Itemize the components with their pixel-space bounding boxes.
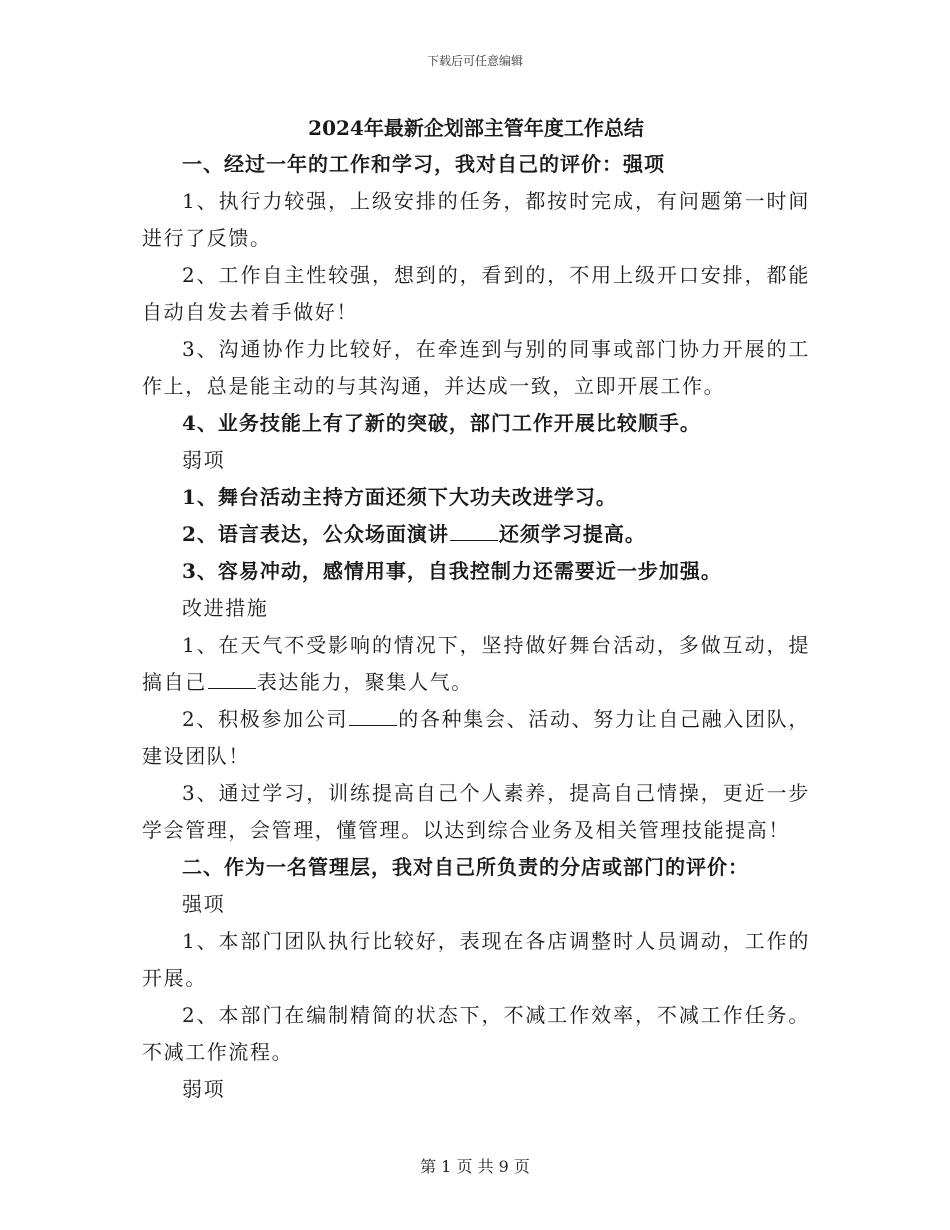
improvement-item-2 [142, 701, 810, 775]
improvement-label: 改进措施 [182, 596, 269, 620]
fill-blank-underline [450, 522, 498, 541]
strength-label-2: 强项 [182, 892, 226, 916]
improvement-item-2-part-b: 的各种集会、活动、努力让自己融入团队，建设团队！ [142, 707, 810, 768]
strength-item-2: 2、工作自主性较强，想到的，看到的，不用上级开口安排，都能自动自发去着手做好！ [142, 263, 810, 324]
document-body [142, 112, 810, 1108]
improvement-item-1 [142, 627, 810, 701]
weakness-item-2 [142, 516, 810, 553]
page-header-note: 下载后可任意编辑 [426, 54, 523, 68]
dept-strength-item-1: 1、本部门团队执行比较好，表现在各店调整时人员调动，工作的开展。 [142, 929, 810, 990]
weakness-item-3: 3、容易冲动，感情用事，自我控制力还需要近一步加强。 [182, 559, 722, 583]
strength-item-1: 1、执行力较强，上级安排的任务，都按时完成，有问题第一时间进行了反馈。 [142, 189, 810, 250]
fill-blank-underline [208, 670, 256, 689]
improvement-item-1-part-a: 1、在天气不受影响的情况下，坚持做好舞台活动，多做互动，提搞自己 [142, 633, 810, 694]
document-title: 2024年最新企划部主管年度工作总结 [308, 116, 644, 140]
improvement-item-1-part-b: 表达能力，聚集人气。 [256, 670, 473, 694]
weakness-label-2: 弱项 [182, 1077, 226, 1101]
strength-item-3: 3、沟通协作力比较好，在牵连到与别的同事或部门协力开展的工作上，总是能主动的与其沟通，并达成一致，立即开展工作。 [142, 337, 810, 398]
fill-blank-underline [349, 707, 397, 726]
section-1-heading: 一、经过一年的工作和学习，我对自己的评价：强项 [182, 152, 665, 176]
improvement-item-2-part-a: 2、积极参加公司 [182, 707, 349, 731]
improvement-item-3: 3、通过学习，训练提高自己个人素养，提高自己情操，更近一步学会管理，会管理，懂管理。以达到综合业务及相关管理技能提高！ [142, 781, 810, 842]
strength-item-4: 4、业务技能上有了新的突破，部门工作开展比较顺手。 [182, 411, 701, 435]
dept-strength-item-2: 2、本部门在编制精简的状态下，不减工作效率，不减工作任务。不减工作流程。 [142, 1003, 810, 1064]
weakness-label: 弱项 [182, 448, 226, 472]
page-number-footer: 第 1 页 共 9 页 [420, 1157, 530, 1176]
weakness-item-1: 1、舞台活动主持方面还须下大功夫改进学习。 [182, 485, 617, 509]
weakness-item-2-part-a: 2、语言表达，公众场面演讲 [182, 522, 449, 546]
section-2-heading: 二、作为一名管理层，我对自己所负责的分店或部门的评价： [182, 855, 749, 879]
weakness-item-2-part-b: 还须学习提高。 [498, 522, 646, 546]
